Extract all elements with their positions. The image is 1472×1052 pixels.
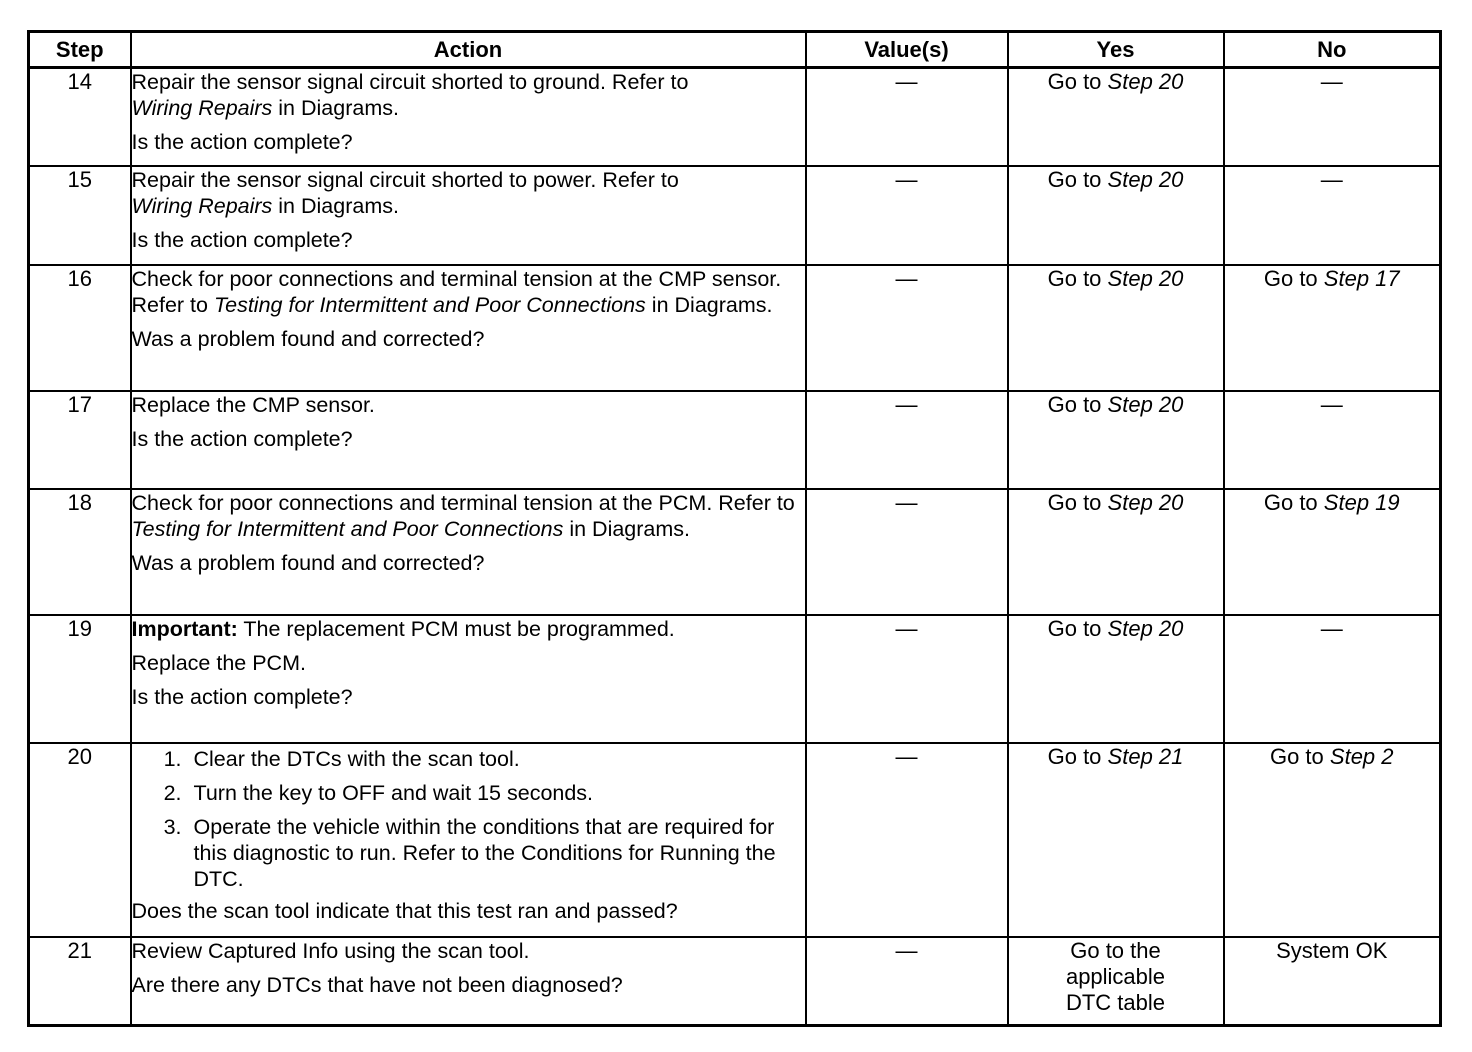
- goto-text: Go to: [1047, 391, 1102, 417]
- no-step-link[interactable]: Step 2: [1329, 743, 1394, 769]
- goto-text: Go to: [1263, 265, 1318, 291]
- diagnostic-table: [27, 30, 1442, 1027]
- important-label: Important:: [131, 616, 238, 641]
- action-cell: [131, 68, 806, 166]
- goto-text: Go to: [1263, 489, 1318, 515]
- reference-link[interactable]: Wiring Repairs: [131, 96, 273, 120]
- question-text: Is the action complete?: [131, 426, 353, 451]
- step-number: 15: [29, 166, 131, 265]
- step-number: 21: [29, 937, 131, 1026]
- value-cell: —: [806, 166, 1008, 265]
- diagrams-text: Diagrams.: [301, 193, 399, 218]
- table-row: [29, 489, 1441, 615]
- value-cell: —: [806, 391, 1008, 489]
- action-cell: [131, 743, 806, 937]
- no-cell[interactable]: [1224, 489, 1441, 615]
- step-number: 19: [29, 615, 131, 743]
- table-row: [29, 68, 1441, 166]
- step-number: 20: [29, 743, 131, 937]
- action-cell: [131, 489, 806, 615]
- yes-step-link[interactable]: Step 20: [1107, 265, 1184, 291]
- yes-cell[interactable]: [1008, 166, 1224, 265]
- yes-cell[interactable]: Go to the applicable DTC table: [1008, 937, 1224, 1026]
- table-header-row: [29, 32, 1441, 68]
- action-text: Check for poor connections and terminal tension at the PCM. Refer to: [131, 490, 795, 515]
- reference-link[interactable]: Wiring Repairs: [131, 193, 273, 218]
- question-text: Does the scan tool indicate that this test ran and passed?: [131, 898, 678, 923]
- substep-item: 3. Operate the vehicle within the conditions that are required for this diagnostic to run. Refer to the Conditions for Running the DTC.: [188, 814, 805, 892]
- in-text: in: [651, 292, 669, 317]
- yes-cell[interactable]: [1008, 265, 1224, 391]
- diagrams-text: Diagrams.: [301, 96, 399, 120]
- in-text: in: [569, 516, 587, 541]
- no-cell: System OK: [1224, 937, 1441, 1026]
- yes-step-link[interactable]: Step 20: [1107, 69, 1184, 94]
- question-text: Is the action complete?: [131, 227, 353, 252]
- value-cell: —: [806, 265, 1008, 391]
- header-yes: Yes: [1008, 32, 1224, 68]
- action-cell: [131, 615, 806, 743]
- value-cell: —: [806, 743, 1008, 937]
- action-cell: [131, 391, 806, 489]
- no-cell: —: [1224, 615, 1441, 743]
- no-cell: —: [1224, 166, 1441, 265]
- reference-link[interactable]: Testing for Intermittent and Poor Connections: [213, 292, 646, 317]
- question-text: Is the action complete?: [131, 684, 353, 709]
- goto-text: Go to: [1047, 743, 1102, 769]
- action-text: Check for poor connections and terminal tension at the CMP sensor. Refer to: [131, 266, 782, 317]
- goto-text: Go to: [1269, 743, 1324, 769]
- no-cell[interactable]: [1224, 265, 1441, 391]
- header-no: No: [1224, 32, 1441, 68]
- yes-step-link[interactable]: Step 20: [1107, 489, 1184, 515]
- yes-step-link[interactable]: Step 20: [1107, 391, 1184, 417]
- diagrams-text: Diagrams.: [592, 516, 691, 541]
- substep-list: [132, 746, 805, 892]
- action-cell: [131, 166, 806, 265]
- question-text: Are there any DTCs that have not been diagnosed?: [131, 972, 623, 997]
- table-row: [29, 166, 1441, 265]
- table-row: [29, 615, 1441, 743]
- no-step-link[interactable]: Step 17: [1323, 265, 1400, 291]
- header-values: Value(s): [806, 32, 1008, 68]
- in-text: in: [278, 96, 296, 120]
- step-number: 17: [29, 391, 131, 489]
- goto-text: Go to: [1047, 615, 1102, 641]
- value-cell: —: [806, 615, 1008, 743]
- step-number: 16: [29, 265, 131, 391]
- yes-step-link[interactable]: Step 21: [1107, 743, 1184, 769]
- action-text: Replace the PCM.: [131, 650, 306, 675]
- no-cell: —: [1224, 68, 1441, 166]
- question-text: Was a problem found and corrected?: [131, 550, 485, 575]
- goto-text: Go to: [1047, 489, 1102, 515]
- step-number: 14: [29, 68, 131, 166]
- goto-text: Go to: [1047, 69, 1102, 94]
- no-cell[interactable]: [1224, 743, 1441, 937]
- action-text: Repair the sensor signal circuit shorted to ground. Refer to: [131, 70, 689, 94]
- value-cell: —: [806, 937, 1008, 1026]
- goto-text: Go to: [1047, 265, 1102, 291]
- no-cell: —: [1224, 391, 1441, 489]
- step-number: 18: [29, 489, 131, 615]
- action-cell: [131, 265, 806, 391]
- header-step: Step: [29, 32, 131, 68]
- yes-cell[interactable]: [1008, 489, 1224, 615]
- yes-cell[interactable]: [1008, 68, 1224, 166]
- table-row: [29, 937, 1441, 1026]
- goto-text: Go to: [1047, 166, 1102, 192]
- action-text: Replace the CMP sensor.: [131, 392, 375, 417]
- important-note: [132, 616, 805, 642]
- yes-step-link[interactable]: Step 20: [1107, 615, 1184, 641]
- action-text: Review Captured Info using the scan tool.: [131, 938, 530, 963]
- in-text: in: [278, 193, 296, 218]
- table-row: [29, 743, 1441, 937]
- substep-item: 2. Turn the key to OFF and wait 15 seconds.: [188, 780, 805, 806]
- header-action: Action: [131, 32, 806, 68]
- yes-cell[interactable]: [1008, 615, 1224, 743]
- value-cell: —: [806, 489, 1008, 615]
- table-row: [29, 391, 1441, 489]
- no-step-link[interactable]: Step 19: [1323, 489, 1400, 515]
- substep-item: 1. Clear the DTCs with the scan tool.: [188, 746, 805, 772]
- question-text: Was a problem found and corrected?: [131, 326, 485, 351]
- yes-cell[interactable]: [1008, 743, 1224, 937]
- yes-cell[interactable]: [1008, 391, 1224, 489]
- important-text: The replacement PCM must be programmed.: [243, 616, 675, 641]
- yes-step-link[interactable]: Step 20: [1107, 166, 1184, 192]
- value-cell: —: [806, 68, 1008, 166]
- reference-link[interactable]: Testing for Intermittent and Poor Connections: [131, 516, 564, 541]
- action-cell: [131, 937, 806, 1026]
- action-text: Repair the sensor signal circuit shorted to power. Refer to: [131, 167, 679, 192]
- diagrams-text: Diagrams.: [674, 292, 773, 317]
- table-row: [29, 265, 1441, 391]
- question-text: Is the action complete?: [131, 130, 353, 154]
